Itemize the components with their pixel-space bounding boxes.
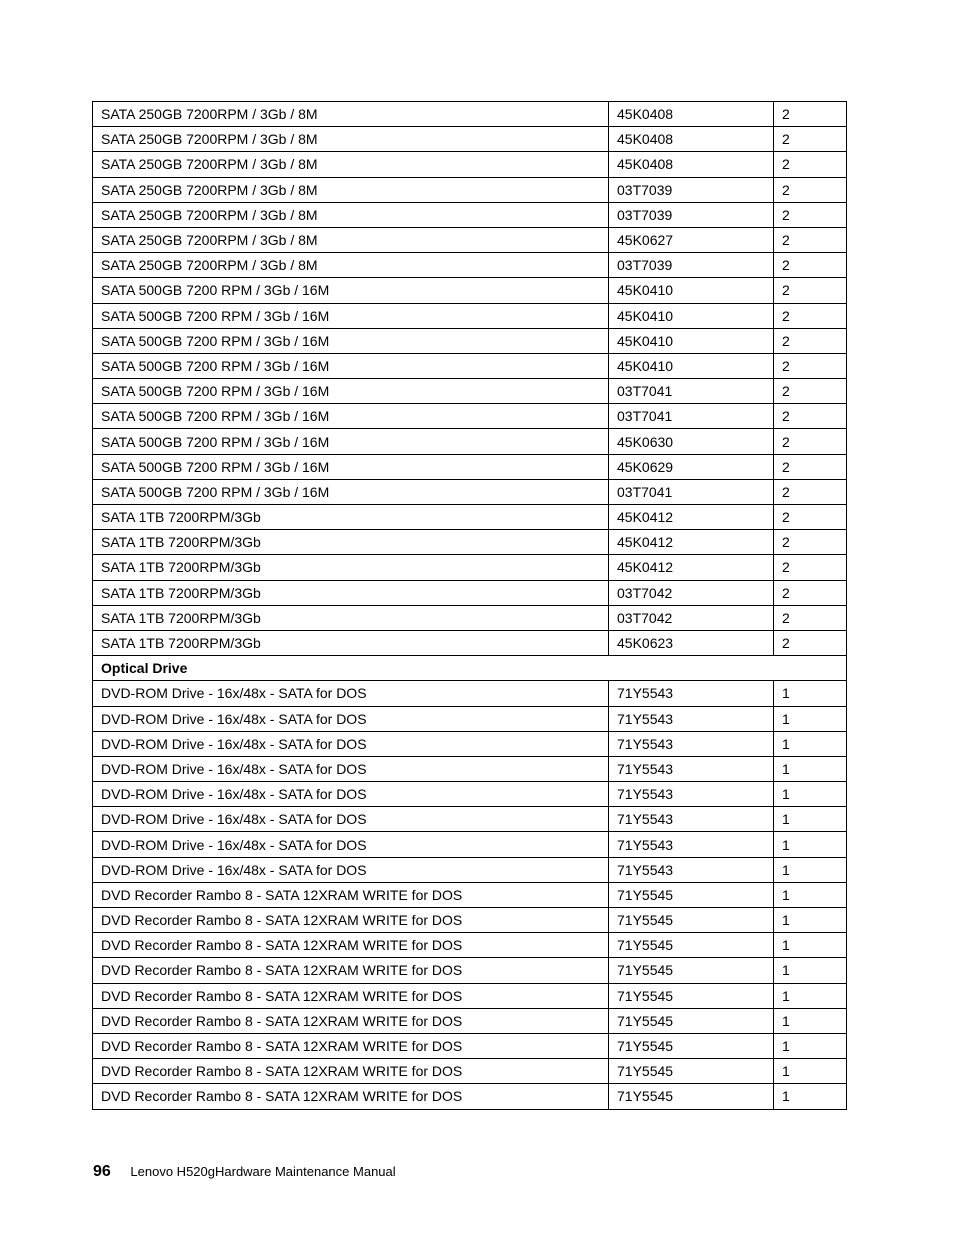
part-number-cell: 03T7041 — [609, 479, 774, 504]
description-cell: SATA 500GB 7200 RPM / 3Gb / 16M — [93, 303, 609, 328]
part-number-cell: 71Y5545 — [609, 908, 774, 933]
part-number-cell: 45K0410 — [609, 278, 774, 303]
part-number-cell: 45K0412 — [609, 530, 774, 555]
table-row — [93, 731, 847, 756]
table-row — [93, 303, 847, 328]
table-row — [93, 958, 847, 983]
quantity-cell: 1 — [774, 706, 847, 731]
part-number-cell: 03T7042 — [609, 580, 774, 605]
quantity-cell: 2 — [774, 202, 847, 227]
table-row — [93, 177, 847, 202]
description-cell: SATA 500GB 7200 RPM / 3Gb / 16M — [93, 454, 609, 479]
table-row — [93, 429, 847, 454]
quantity-cell: 2 — [774, 530, 847, 555]
description-cell: DVD-ROM Drive - 16x/48x - SATA for DOS — [93, 857, 609, 882]
quantity-cell: 2 — [774, 127, 847, 152]
table-row — [93, 782, 847, 807]
part-number-cell: 71Y5545 — [609, 958, 774, 983]
part-number-cell: 71Y5543 — [609, 807, 774, 832]
description-cell: DVD-ROM Drive - 16x/48x - SATA for DOS — [93, 731, 609, 756]
part-number-cell: 03T7042 — [609, 605, 774, 630]
quantity-cell: 1 — [774, 857, 847, 882]
description-cell: SATA 1TB 7200RPM/3Gb — [93, 555, 609, 580]
description-cell: DVD Recorder Rambo 8 - SATA 12XRAM WRITE for DOS — [93, 908, 609, 933]
table-row — [93, 152, 847, 177]
part-number-cell: 71Y5545 — [609, 933, 774, 958]
description-cell: SATA 250GB 7200RPM / 3Gb / 8M — [93, 177, 609, 202]
parts-table-body — [93, 102, 847, 1110]
table-row — [93, 278, 847, 303]
table-row — [93, 127, 847, 152]
table-row — [93, 756, 847, 781]
table-row — [93, 908, 847, 933]
part-number-cell: 45K0410 — [609, 328, 774, 353]
description-cell: SATA 1TB 7200RPM/3Gb — [93, 630, 609, 655]
description-cell: SATA 250GB 7200RPM / 3Gb / 8M — [93, 253, 609, 278]
quantity-cell: 1 — [774, 782, 847, 807]
quantity-cell: 2 — [774, 152, 847, 177]
quantity-cell: 2 — [774, 580, 847, 605]
quantity-cell: 2 — [774, 454, 847, 479]
part-number-cell: 45K0630 — [609, 429, 774, 454]
page-footer — [93, 1162, 396, 1182]
quantity-cell: 2 — [774, 253, 847, 278]
part-number-cell: 45K0408 — [609, 102, 774, 127]
part-number-cell: 71Y5545 — [609, 1008, 774, 1033]
quantity-cell: 2 — [774, 278, 847, 303]
quantity-cell: 1 — [774, 908, 847, 933]
part-number-cell: 71Y5545 — [609, 882, 774, 907]
description-cell: DVD-ROM Drive - 16x/48x - SATA for DOS — [93, 756, 609, 781]
quantity-cell: 2 — [774, 303, 847, 328]
description-cell: SATA 1TB 7200RPM/3Gb — [93, 605, 609, 630]
quantity-cell: 2 — [774, 353, 847, 378]
description-cell: SATA 500GB 7200 RPM / 3Gb / 16M — [93, 429, 609, 454]
quantity-cell: 1 — [774, 983, 847, 1008]
table-row — [93, 983, 847, 1008]
description-cell: SATA 1TB 7200RPM/3Gb — [93, 530, 609, 555]
table-row — [93, 202, 847, 227]
part-number-cell: 71Y5543 — [609, 731, 774, 756]
table-row — [93, 454, 847, 479]
description-cell: SATA 500GB 7200 RPM / 3Gb / 16M — [93, 479, 609, 504]
description-cell: SATA 1TB 7200RPM/3Gb — [93, 580, 609, 605]
table-row — [93, 505, 847, 530]
quantity-cell: 2 — [774, 505, 847, 530]
description-cell: SATA 500GB 7200 RPM / 3Gb / 16M — [93, 353, 609, 378]
table-row — [93, 706, 847, 731]
description-cell: DVD-ROM Drive - 16x/48x - SATA for DOS — [93, 706, 609, 731]
table-row — [93, 404, 847, 429]
part-number-cell: 71Y5543 — [609, 832, 774, 857]
table-row — [93, 605, 847, 630]
table-row — [93, 580, 847, 605]
description-cell: DVD Recorder Rambo 8 - SATA 12XRAM WRITE for DOS — [93, 882, 609, 907]
part-number-cell: 45K0623 — [609, 630, 774, 655]
quantity-cell: 1 — [774, 933, 847, 958]
description-cell: SATA 500GB 7200 RPM / 3Gb / 16M — [93, 328, 609, 353]
part-number-cell: 71Y5543 — [609, 756, 774, 781]
section-title: Optical Drive — [93, 656, 847, 681]
table-row — [93, 102, 847, 127]
part-number-cell: 71Y5543 — [609, 681, 774, 706]
description-cell: SATA 250GB 7200RPM / 3Gb / 8M — [93, 102, 609, 127]
quantity-cell: 1 — [774, 756, 847, 781]
quantity-cell: 2 — [774, 429, 847, 454]
description-cell: DVD-ROM Drive - 16x/48x - SATA for DOS — [93, 782, 609, 807]
table-row — [93, 555, 847, 580]
part-number-cell: 45K0627 — [609, 227, 774, 252]
part-number-cell: 71Y5543 — [609, 857, 774, 882]
table-row — [93, 882, 847, 907]
description-cell: SATA 250GB 7200RPM / 3Gb / 8M — [93, 202, 609, 227]
table-row — [93, 328, 847, 353]
part-number-cell: 45K0410 — [609, 303, 774, 328]
part-number-cell: 45K0410 — [609, 353, 774, 378]
description-cell: SATA 500GB 7200 RPM / 3Gb / 16M — [93, 379, 609, 404]
part-number-cell: 03T7039 — [609, 177, 774, 202]
table-row — [93, 857, 847, 882]
description-cell: DVD Recorder Rambo 8 - SATA 12XRAM WRITE for DOS — [93, 1008, 609, 1033]
table-row — [93, 933, 847, 958]
quantity-cell: 1 — [774, 731, 847, 756]
quantity-cell: 1 — [774, 807, 847, 832]
part-number-cell: 45K0629 — [609, 454, 774, 479]
quantity-cell: 2 — [774, 227, 847, 252]
description-cell: DVD-ROM Drive - 16x/48x - SATA for DOS — [93, 807, 609, 832]
quantity-cell: 2 — [774, 404, 847, 429]
part-number-cell: 03T7039 — [609, 253, 774, 278]
part-number-cell: 03T7039 — [609, 202, 774, 227]
table-row — [93, 1008, 847, 1033]
description-cell: DVD Recorder Rambo 8 - SATA 12XRAM WRITE for DOS — [93, 958, 609, 983]
part-number-cell: 45K0408 — [609, 127, 774, 152]
part-number-cell: 71Y5545 — [609, 1033, 774, 1058]
table-row — [93, 1033, 847, 1058]
quantity-cell: 2 — [774, 555, 847, 580]
part-number-cell: 71Y5545 — [609, 1084, 774, 1109]
quantity-cell: 1 — [774, 681, 847, 706]
section-header-row — [93, 656, 847, 681]
part-number-cell: 71Y5545 — [609, 1059, 774, 1084]
table-row — [93, 253, 847, 278]
table-row — [93, 832, 847, 857]
part-number-cell: 03T7041 — [609, 404, 774, 429]
table-row — [93, 630, 847, 655]
table-row — [93, 379, 847, 404]
table-row — [93, 479, 847, 504]
table-row — [93, 681, 847, 706]
parts-table — [92, 101, 847, 1110]
quantity-cell: 2 — [774, 102, 847, 127]
description-cell: DVD-ROM Drive - 16x/48x - SATA for DOS — [93, 832, 609, 857]
description-cell: SATA 250GB 7200RPM / 3Gb / 8M — [93, 152, 609, 177]
description-cell: DVD Recorder Rambo 8 - SATA 12XRAM WRITE for DOS — [93, 1059, 609, 1084]
description-cell: SATA 500GB 7200 RPM / 3Gb / 16M — [93, 404, 609, 429]
page-number: 96 — [93, 1163, 111, 1180]
quantity-cell: 2 — [774, 605, 847, 630]
quantity-cell: 2 — [774, 479, 847, 504]
quantity-cell: 1 — [774, 958, 847, 983]
part-number-cell: 71Y5543 — [609, 706, 774, 731]
quantity-cell: 2 — [774, 630, 847, 655]
quantity-cell: 1 — [774, 882, 847, 907]
quantity-cell: 2 — [774, 177, 847, 202]
description-cell: DVD Recorder Rambo 8 - SATA 12XRAM WRITE for DOS — [93, 933, 609, 958]
quantity-cell: 1 — [774, 1084, 847, 1109]
description-cell: SATA 250GB 7200RPM / 3Gb / 8M — [93, 227, 609, 252]
table-row — [93, 1084, 847, 1109]
table-row — [93, 1059, 847, 1084]
quantity-cell: 1 — [774, 1008, 847, 1033]
manual-title: Lenovo H520gHardware Maintenance Manual — [130, 1164, 396, 1179]
description-cell: SATA 500GB 7200 RPM / 3Gb / 16M — [93, 278, 609, 303]
part-number-cell: 45K0412 — [609, 555, 774, 580]
table-row — [93, 227, 847, 252]
description-cell: DVD Recorder Rambo 8 - SATA 12XRAM WRITE for DOS — [93, 1084, 609, 1109]
quantity-cell: 1 — [774, 1033, 847, 1058]
part-number-cell: 71Y5545 — [609, 983, 774, 1008]
description-cell: SATA 1TB 7200RPM/3Gb — [93, 505, 609, 530]
part-number-cell: 45K0412 — [609, 505, 774, 530]
part-number-cell: 71Y5543 — [609, 782, 774, 807]
quantity-cell: 1 — [774, 832, 847, 857]
quantity-cell: 2 — [774, 379, 847, 404]
description-cell: DVD Recorder Rambo 8 - SATA 12XRAM WRITE for DOS — [93, 983, 609, 1008]
description-cell: DVD-ROM Drive - 16x/48x - SATA for DOS — [93, 681, 609, 706]
table-row — [93, 353, 847, 378]
table-row — [93, 530, 847, 555]
quantity-cell: 2 — [774, 328, 847, 353]
part-number-cell: 03T7041 — [609, 379, 774, 404]
part-number-cell: 45K0408 — [609, 152, 774, 177]
quantity-cell: 1 — [774, 1059, 847, 1084]
description-cell: DVD Recorder Rambo 8 - SATA 12XRAM WRITE for DOS — [93, 1033, 609, 1058]
table-row — [93, 807, 847, 832]
description-cell: SATA 250GB 7200RPM / 3Gb / 8M — [93, 127, 609, 152]
